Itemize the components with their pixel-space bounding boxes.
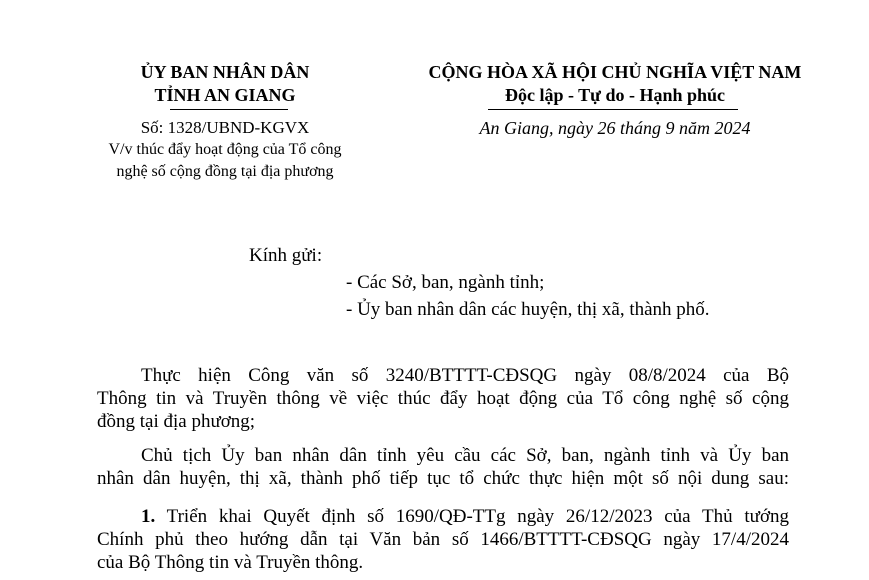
national-title: CỘNG HÒA XÃ HỘI CHỦ NGHĨA VIỆT NAM: [428, 62, 802, 82]
header-left-underline: [170, 109, 288, 110]
document-subject-line2: nghệ số cộng đồng tại địa phương: [116, 163, 334, 180]
body-item-1: [97, 505, 789, 574]
recipient-item: - Các Sở, ban, ngành tỉnh;: [346, 272, 545, 293]
paragraph-line: đồng tại địa phương;: [97, 411, 256, 432]
paragraph-line: Chủ tịch Ủy ban nhân dân tỉnh yêu cầu các Sở, ban, ngành tỉnh và Ủy ban: [141, 445, 789, 466]
paragraph-line: [97, 505, 789, 528]
paragraph-line: của Bộ Thông tin và Truyền thông.: [97, 552, 364, 573]
header-right-underline: [488, 109, 738, 110]
paragraph-line: Thông tin và Truyền thông về việc thúc đẩy hoạt động của Tổ công nghệ số cộng: [97, 388, 789, 409]
national-motto: Độc lập - Tự do - Hạnh phúc: [504, 85, 726, 105]
issuing-province: TỈNH AN GIANG: [154, 85, 296, 105]
recipients-label: Kính gửi:: [249, 245, 323, 266]
document-subject-line1: V/v thúc đẩy hoạt động của Tổ công: [108, 141, 342, 158]
document-number: Số: 1328/UBND-KGVX: [140, 118, 310, 137]
body-paragraph-2: [97, 444, 789, 490]
place-date: An Giang, ngày 26 tháng 9 năm 2024: [479, 118, 751, 138]
item-number: 1.: [141, 506, 156, 527]
issuing-authority: ỦY BAN NHÂN DÂN: [140, 62, 310, 82]
item-text: Triển khai Quyết định số 1690/QĐ-TTg ngày 26/12/2023 của Thủ tướng: [155, 506, 789, 527]
paragraph-line: Thực hiện Công văn số 3240/BTTTT-CĐSQG ngày 08/8/2024 của Bộ: [141, 365, 789, 386]
body-paragraph-1: [97, 364, 789, 433]
paragraph-line: Chính phủ theo hướng dẫn tại Văn bản số 1466/BTTTT-CĐSQG ngày 17/4/2024: [97, 529, 789, 550]
recipient-item: - Ủy ban nhân dân các huyện, thị xã, thành phố.: [346, 299, 710, 320]
paragraph-line: nhân dân huyện, thị xã, thành phố tiếp tục tổ chức thực hiện một số nội dung sau:: [97, 468, 789, 489]
